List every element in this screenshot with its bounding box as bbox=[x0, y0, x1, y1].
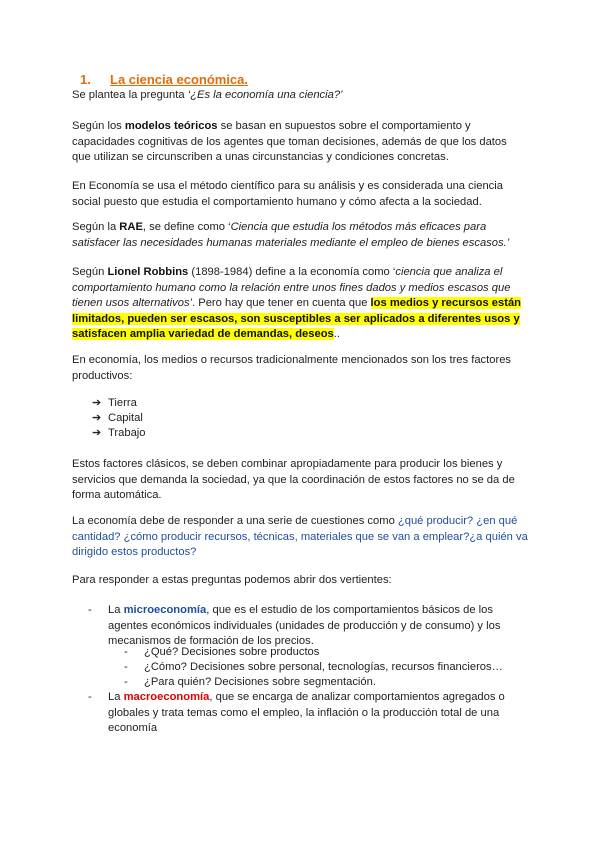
paragraph-modelos bbox=[72, 119, 528, 166]
list-item bbox=[92, 411, 143, 427]
list-item-label: Capital bbox=[108, 412, 143, 424]
dash-bullet: - bbox=[124, 676, 128, 688]
text: Según los bbox=[72, 120, 125, 132]
bold-term: modelos teóricos bbox=[124, 120, 218, 132]
text: La economía debe de responder a una serie de cuestiones como bbox=[72, 515, 398, 527]
sub-list-item bbox=[124, 645, 319, 661]
sub-list-text: ¿Cómo? Decisiones sobre personal, tecnologías, recursos financieros… bbox=[144, 661, 503, 673]
list-item-label: Trabajo bbox=[108, 427, 146, 439]
text: se basan en supuestos sobre el comportamiento y capacidades cognitivas de los agentes que toman decisiones, además de que los datos que utilizan se circunscriben a unas circunstancias y condiciones concretas. bbox=[72, 120, 507, 163]
dash-bullet: - bbox=[88, 604, 92, 616]
text: La bbox=[108, 691, 124, 703]
text: Según bbox=[72, 266, 108, 278]
text: La bbox=[108, 604, 124, 616]
heading-number: 1. bbox=[80, 72, 91, 87]
list-item-text bbox=[108, 690, 528, 737]
heading-title: La ciencia económica. bbox=[110, 72, 249, 87]
dash-bullet: - bbox=[88, 691, 92, 703]
text: Se plantea la pregunta bbox=[72, 89, 188, 101]
list-item bbox=[92, 396, 137, 412]
paragraph-rae bbox=[72, 220, 528, 251]
paragraph-metodo: En Economía se usa el método científico para su análisis y es considerada una ciencia social puesto que estudia el comportamiento humano y cómo afecta a la sociedad. bbox=[72, 180, 503, 208]
dash-bullet: - bbox=[124, 661, 128, 673]
sub-list-text: ¿Qué? Decisiones sobre productos bbox=[144, 646, 320, 658]
paragraph-cuestiones bbox=[72, 514, 528, 561]
highlighted-text: los medios y recursos están limitados, pueden ser escasos, son susceptibles a ser aplicados a diferentes usos y satisfacen amplia variedad de demandas, deseos bbox=[72, 297, 522, 340]
questions-text: ¿qué producir? ¿en qué cantidad? ¿cómo producir recursos, técnicas, materiales que se van a emplear?¿a quién va dirigido estos productos? bbox=[72, 515, 528, 558]
dash-bullet: - bbox=[124, 646, 128, 658]
quoted-definition: ciencia que analiza el comportamiento humano como la relación entre unos fines dados y medios escasos que tienen usos alternativos’ bbox=[72, 266, 511, 309]
text: (1898-1984) define a la economía como ‘ bbox=[188, 266, 396, 278]
arrow-icon: ➔ bbox=[92, 412, 102, 424]
bold-term: RAE bbox=[119, 221, 143, 233]
text: .. bbox=[333, 328, 340, 340]
sub-list-text: ¿Para quién? Decisiones sobre segmentación. bbox=[144, 676, 376, 688]
bold-term: Lionel Robbins bbox=[107, 266, 189, 278]
text: . Pero hay que tener en cuenta que bbox=[192, 297, 371, 309]
arrow-icon: ➔ bbox=[92, 397, 102, 409]
arrow-icon: ➔ bbox=[92, 427, 102, 439]
paragraph-combinar: Estos factores clásicos, se deben combinar apropiadamente para producir los bienes y servicios que demanda la sociedad, ya que la coordinación de estos factores no se da de forma automática. bbox=[72, 458, 515, 501]
paragraph-robbins bbox=[72, 265, 528, 343]
section-heading bbox=[80, 72, 248, 87]
quoted-question: ‘¿Es la economía una ciencia?’ bbox=[187, 89, 343, 101]
text: , que es el estudio de los comportamientos básicos de los agentes económicos individuales (unidades de producción y de consumo) y los mecanismos de formación de los precios. bbox=[108, 604, 501, 647]
sub-list-item bbox=[124, 675, 376, 691]
keyword-micro: microeconomía bbox=[123, 604, 207, 616]
paragraph-vertientes: Para responder a estas preguntas podemos abrir dos vertientes: bbox=[72, 574, 392, 586]
paragraph-question bbox=[72, 88, 528, 104]
list-item-text bbox=[108, 603, 528, 650]
text: Según la bbox=[72, 221, 120, 233]
list-item-micro bbox=[88, 603, 528, 650]
quoted-definition: Ciencia que estudia los métodos más eficaces para satisfacer las necesidades humanas materiales mediante el empleo de bienes escasos.’ bbox=[72, 221, 510, 249]
sub-list-item bbox=[124, 660, 503, 676]
paragraph-factores: En economía, los medios o recursos tradicionalmente mencionados son los tres factores productivos: bbox=[72, 354, 512, 382]
list-item-label: Tierra bbox=[108, 397, 137, 409]
list-item bbox=[92, 426, 146, 442]
list-item-macro bbox=[88, 690, 528, 737]
text: , que se encarga de analizar comportamientos agregados o globales y trata temas como el empleo, la inflación o la producción total de una economía bbox=[108, 691, 505, 734]
text: , se define como ‘ bbox=[142, 221, 231, 233]
keyword-macro: macroeconomía bbox=[123, 691, 210, 703]
